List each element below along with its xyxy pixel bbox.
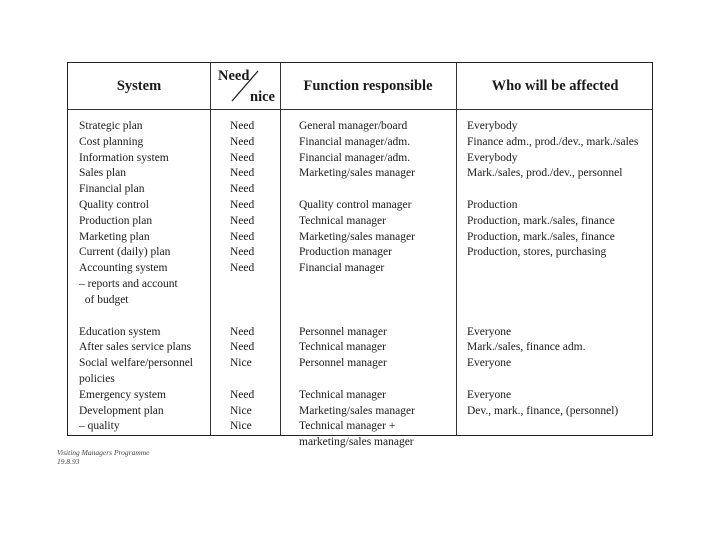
table-body	[68, 119, 652, 451]
header-divider	[68, 109, 652, 110]
function-cell: Technical manager	[299, 388, 386, 401]
table-row	[68, 356, 652, 372]
function-cell: Marketing/sales manager	[299, 404, 415, 417]
table-row	[68, 135, 652, 151]
need-cell: Nice	[230, 420, 252, 433]
function-cell: Financial manager	[299, 262, 385, 275]
affected-cell: Everybody	[467, 120, 518, 132]
table-row	[68, 340, 652, 356]
header-affected: Who will be affected	[491, 77, 619, 94]
system-cell: Social welfare/personnel	[79, 357, 193, 370]
table-row	[68, 182, 652, 198]
header-nice: nice	[250, 89, 275, 105]
affected-cell: Production, mark./sales, finance	[467, 230, 615, 243]
need-cell: Need	[230, 198, 255, 211]
affected-cell: Finance adm., prod./dev., mark./sales	[467, 135, 639, 148]
footer-programme: Visiting Managers Programme	[57, 448, 150, 457]
system-cell: of budget	[79, 293, 129, 306]
affected-cell: Everyone	[467, 357, 512, 370]
affected-cell: Everybody	[467, 151, 518, 164]
need-cell: Need	[230, 262, 255, 275]
function-cell: Technical manager +	[299, 420, 396, 433]
function-cell: Financial manager/adm.	[299, 135, 411, 148]
header-system: System	[116, 77, 162, 94]
need-cell: Need	[230, 214, 255, 227]
function-cell: Financial manager/adm.	[299, 151, 411, 164]
table-row	[68, 277, 652, 293]
system-cell: Current (daily) plan	[79, 246, 171, 259]
table-row	[68, 230, 652, 246]
function-cell: Technical manager	[299, 341, 386, 354]
system-cell: Financial plan	[79, 183, 145, 196]
system-cell: Education system	[79, 325, 161, 338]
need-cell: Need	[230, 341, 255, 354]
need-cell: Need	[230, 183, 255, 196]
affected-cell: Production	[467, 198, 518, 211]
header-need-nice	[210, 63, 280, 109]
need-cell: Need	[230, 135, 255, 148]
table-row	[68, 293, 652, 309]
table-row	[68, 261, 652, 277]
function-cell: Production manager	[299, 246, 392, 259]
function-cell: Personnel manager	[299, 357, 387, 370]
footer-date: 19.8.93	[57, 457, 80, 466]
affected-cell: Production, mark./sales, finance	[467, 214, 615, 227]
header-function: Function responsible	[303, 77, 433, 94]
affected-cell: Production, stores, purchasing	[467, 246, 607, 259]
table-row	[68, 419, 652, 435]
system-cell: Emergency system	[79, 388, 166, 401]
function-cell: Quality control manager	[299, 198, 412, 211]
system-cell: policies	[79, 372, 115, 385]
function-cell: Marketing/sales manager	[299, 167, 415, 180]
need-cell: Need	[230, 246, 255, 259]
table-row	[68, 214, 652, 230]
function-cell: Marketing/sales manager	[299, 230, 415, 243]
system-cell: Information system	[79, 151, 169, 164]
function-cell: Personnel manager	[299, 325, 387, 338]
system-cell: Marketing plan	[79, 230, 150, 243]
table-row	[68, 166, 652, 182]
table-row	[68, 119, 652, 135]
table-row	[68, 151, 652, 167]
need-cell: Need	[230, 151, 255, 164]
need-cell: Need	[230, 230, 255, 243]
function-cell: General manager/board	[299, 120, 408, 132]
need-cell: Need	[230, 167, 255, 180]
row-gap	[68, 309, 652, 325]
system-cell: Cost planning	[79, 135, 144, 148]
system-cell: Development plan	[79, 404, 164, 417]
system-cell: Sales plan	[79, 167, 126, 180]
affected-cell: Mark./sales, finance adm.	[467, 341, 586, 354]
need-cell: Need	[230, 388, 255, 401]
function-cell: marketing/sales manager	[299, 436, 414, 449]
system-cell: Quality control	[79, 198, 149, 211]
system-cell: Production plan	[79, 214, 153, 227]
table-row	[68, 372, 652, 388]
affected-cell: Mark./sales, prod./dev., personnel	[467, 167, 623, 180]
affected-cell: Dev., mark., finance, (personnel)	[467, 404, 619, 417]
need-cell: Need	[230, 325, 255, 338]
header-need: Need	[218, 68, 250, 84]
need-cell: Need	[230, 120, 255, 132]
function-cell: Technical manager	[299, 214, 386, 227]
footer-note	[57, 448, 150, 466]
system-cell: After sales service plans	[79, 341, 192, 354]
table-row	[68, 325, 652, 341]
table-row	[68, 435, 652, 451]
table-row	[68, 198, 652, 214]
table-row	[68, 245, 652, 261]
need-cell: Nice	[230, 404, 252, 417]
system-cell: Strategic plan	[79, 120, 143, 132]
system-cell: – reports and account	[79, 277, 178, 290]
system-cell: – quality	[79, 420, 120, 433]
affected-cell: Everyone	[467, 388, 512, 401]
need-cell: Nice	[230, 357, 252, 370]
table-row	[68, 388, 652, 404]
table-row	[68, 404, 652, 420]
system-cell: Accounting system	[79, 262, 168, 275]
document-table	[67, 62, 653, 449]
affected-cell: Everyone	[467, 325, 512, 338]
